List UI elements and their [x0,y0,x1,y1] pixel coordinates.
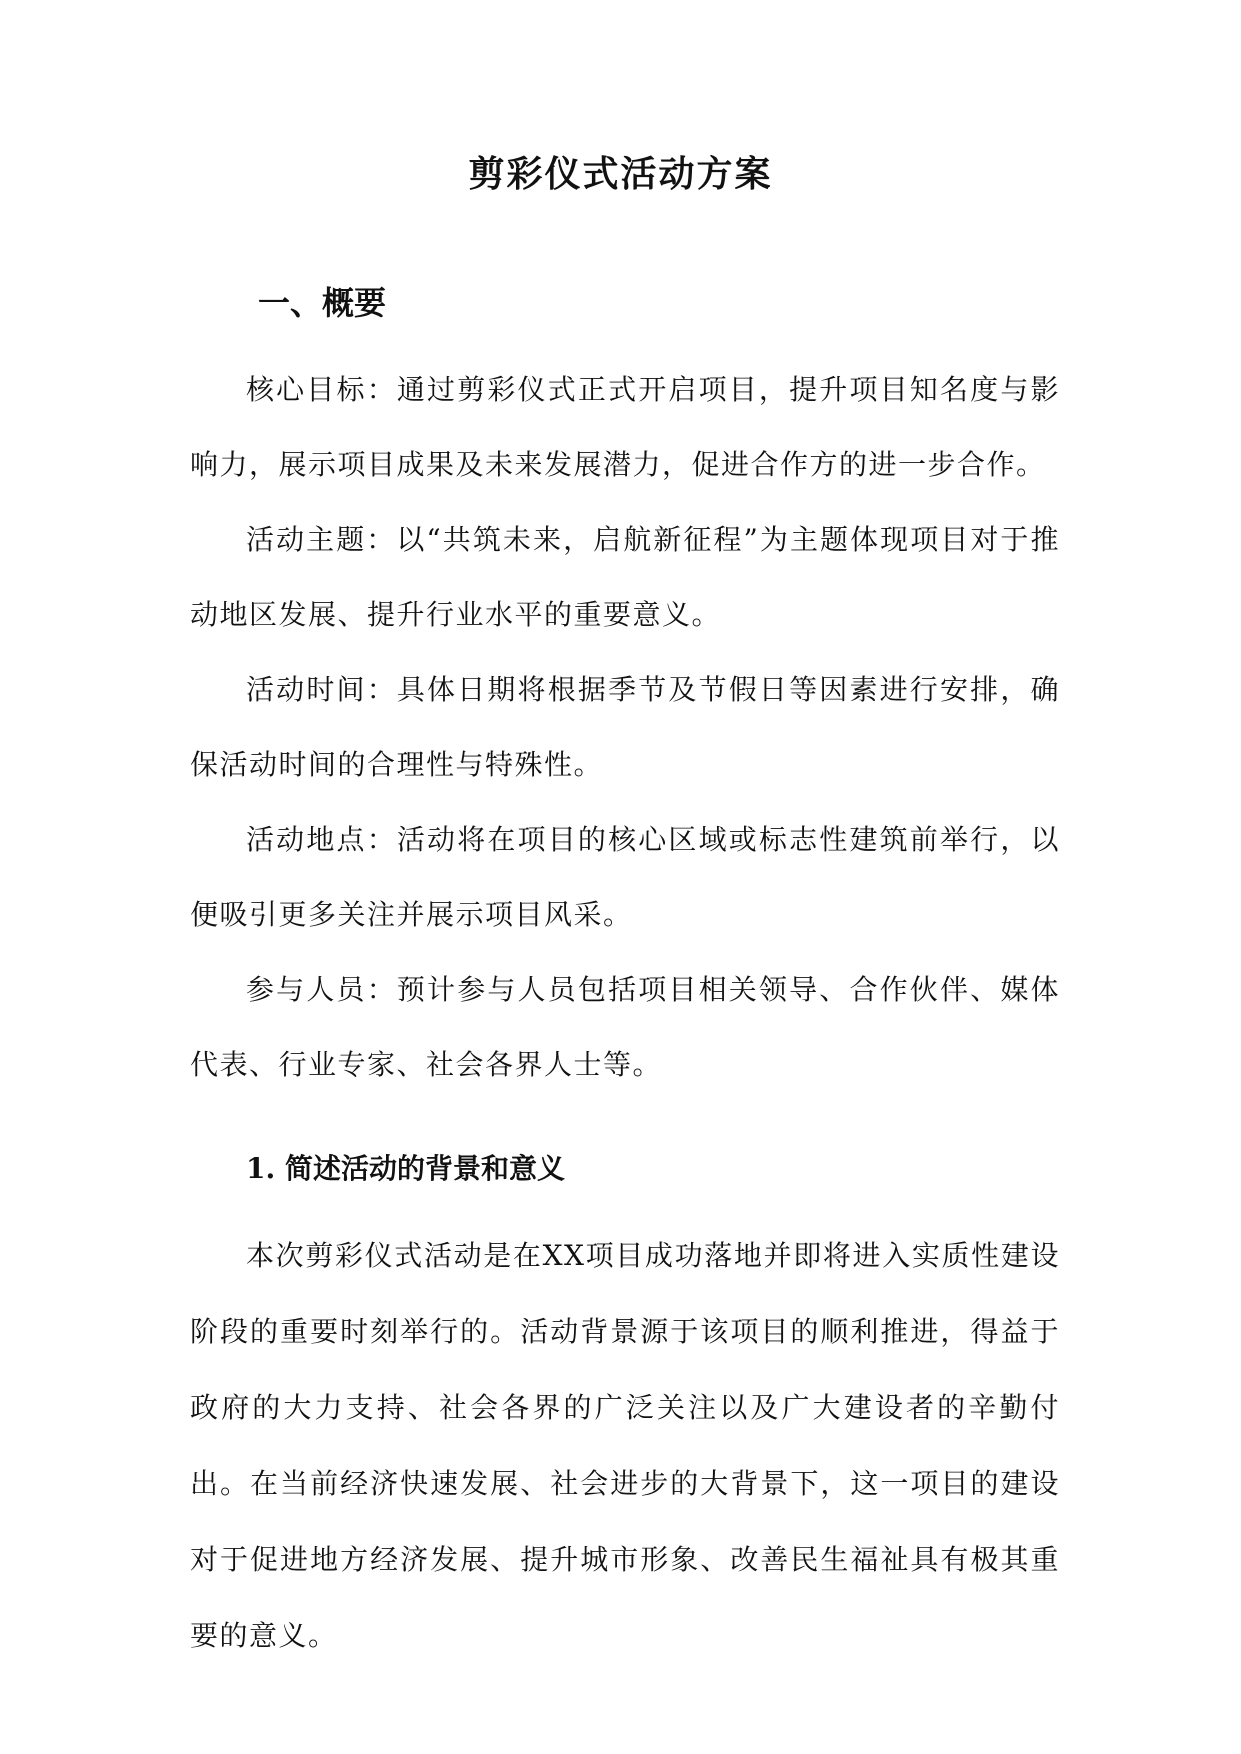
paragraph-location: 活动地点：活动将在项目的核心区域或标志性建筑前举行，以便吸引更多关注并展示项目风采。 [190,823,1060,931]
paragraph-time: 活动时间：具体日期将根据季节及节假日等因素进行安排，确保活动时间的合理性与特殊性。 [190,673,1060,781]
section-heading-overview: 一、概要 [258,284,387,322]
subsection-heading-background: 1. 简述活动的背景和意义 [246,1152,565,1185]
paragraph-participants: 参与人员：预计参与人员包括项目相关领导、合作伙伴、媒体代表、行业专家、社会各界人士等。 [190,973,1060,1081]
paragraph-core-goal: 核心目标：通过剪彩仪式正式开启项目，提升项目知名度与影响力，展示项目成果及未来发展潜力，促进合作方的进一步合作。 [190,373,1060,481]
paragraph-theme: 活动主题：以“共筑未来，启航新征程”为主题体现项目对于推动地区发展、提升行业水平的重要意义。 [190,523,1060,631]
document-title: 剪彩仪式活动方案 [468,153,773,195]
paragraph-background: 本次剪彩仪式活动是在XX项目成功落地并即将进入实质性建设阶段的重要时刻举行的。活动背景源于该项目的顺利推进，得益于政府的大力支持、社会各界的广泛关注以及广大建设者的辛勤付出。在当前经济快速发展、社会进步的大背景下，这一项目的建设对于促进地方经济发展、提升城市形象、改善民生福祉具有极其重要的意义。 [190,1239,1060,1652]
